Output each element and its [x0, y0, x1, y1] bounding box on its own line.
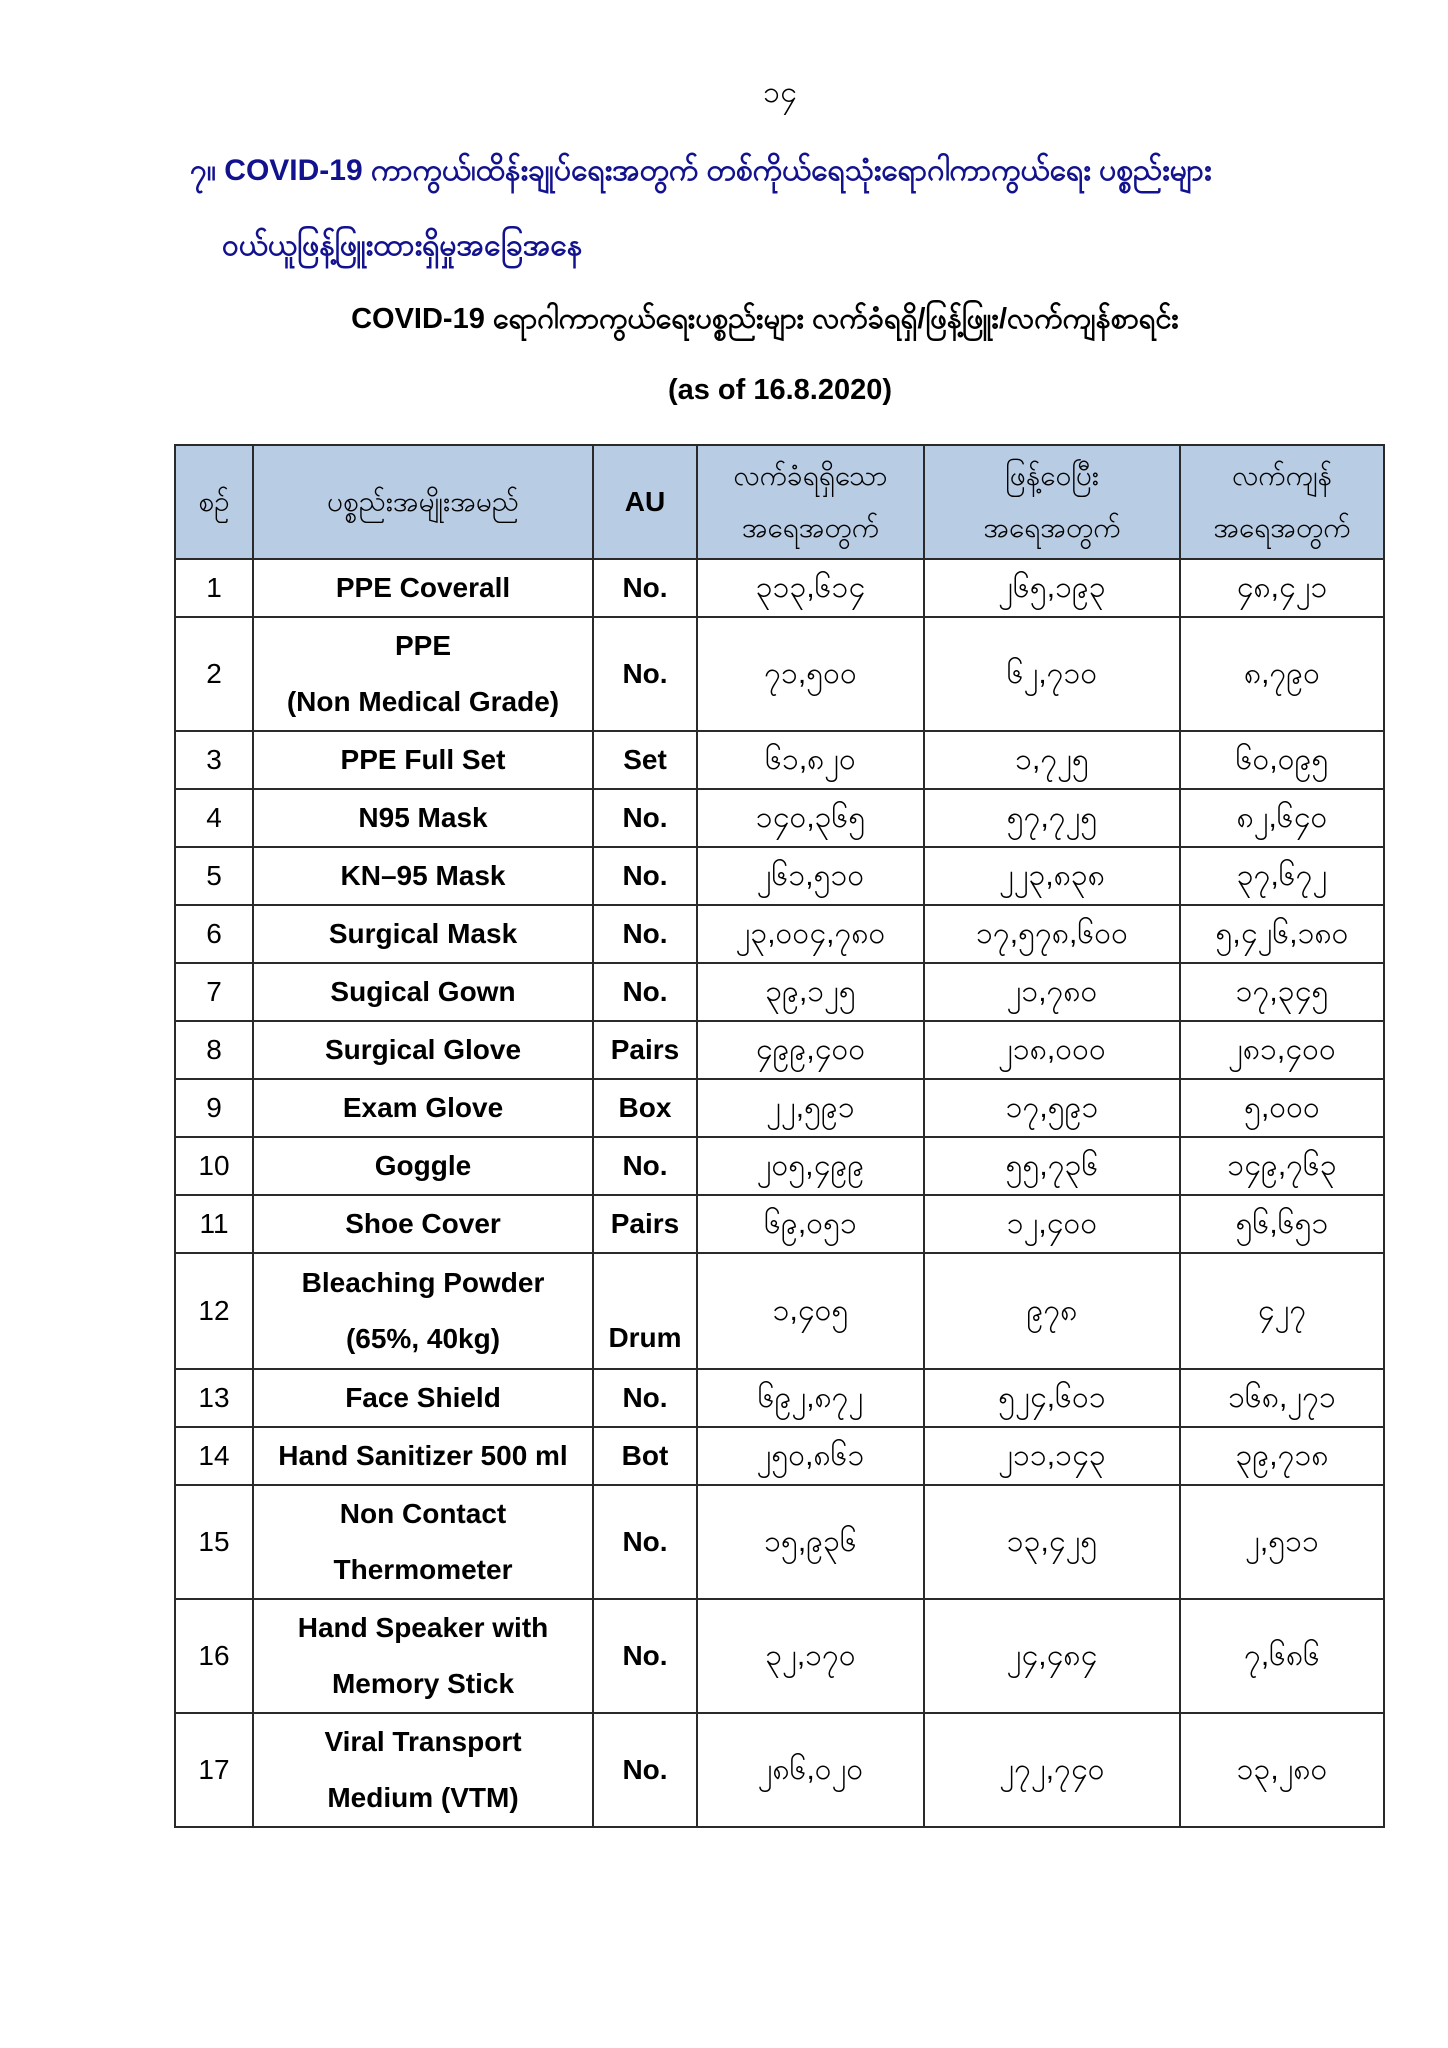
item-name-cell: Hand Sanitizer 500 ml	[253, 1427, 593, 1485]
serial-number-cell: 2	[175, 617, 253, 731]
balance-quantity-cell: ၅,၄၂၆,၁၈၀	[1180, 905, 1384, 963]
table-row	[175, 1599, 1384, 1713]
serial-number-cell: 8	[175, 1021, 253, 1079]
serial-number-cell: 11	[175, 1195, 253, 1253]
au-cell: Bot	[593, 1427, 697, 1485]
item-name-cell: Goggle	[253, 1137, 593, 1195]
table-row	[175, 847, 1384, 905]
item-name-cell: Face Shield	[253, 1369, 593, 1427]
balance-quantity-cell: ၂၈၁,၄၀၀	[1180, 1021, 1384, 1079]
au-cell: Pairs	[593, 1195, 697, 1253]
table-header-row	[175, 445, 1384, 559]
received-quantity-cell: ၃၂,၁၇၀	[697, 1599, 924, 1713]
header-balance: လက်ကျန် အရေအတွက်	[1180, 445, 1384, 559]
item-name-cell: N95 Mask	[253, 789, 593, 847]
serial-number-cell: 4	[175, 789, 253, 847]
table-row	[175, 559, 1384, 617]
balance-quantity-cell: ၁၄၉,၇၆၃	[1180, 1137, 1384, 1195]
item-name-cell: KN–95 Mask	[253, 847, 593, 905]
received-quantity-cell: ၄၉၉,၄၀၀	[697, 1021, 924, 1079]
header-serial: စဉ်	[175, 445, 253, 559]
au-cell: No.	[593, 1137, 697, 1195]
received-quantity-cell: ၂၅၀,၈၆၁	[697, 1427, 924, 1485]
distributed-quantity-cell: ၁၂,၄၀၀	[924, 1195, 1180, 1253]
received-quantity-cell: ၆၉,၀၅၁	[697, 1195, 924, 1253]
table-row	[175, 1253, 1384, 1369]
au-cell: No.	[593, 559, 697, 617]
au-cell: No.	[593, 905, 697, 963]
serial-number-cell: 5	[175, 847, 253, 905]
received-quantity-cell: ၂၃,၀၀၄,၇၈၀	[697, 905, 924, 963]
distributed-quantity-cell: ၆၂,၇၁၀	[924, 617, 1180, 731]
received-quantity-cell: ၁၄၀,၃၆၅	[697, 789, 924, 847]
header-distributed: ဖြန့်ဝေပြီး အရေအတွက်	[924, 445, 1180, 559]
serial-number-cell: 6	[175, 905, 253, 963]
table-row	[175, 1137, 1384, 1195]
distributed-quantity-cell: ၂၂၃,၈၃၈	[924, 847, 1180, 905]
au-cell: No.	[593, 617, 697, 731]
item-name-cell: Surgical Glove	[253, 1021, 593, 1079]
balance-quantity-cell: ၁၆၈,၂၇၁	[1180, 1369, 1384, 1427]
balance-quantity-cell: ၈,၇၉၀	[1180, 617, 1384, 731]
distributed-quantity-cell: ၅၇,၇၂၅	[924, 789, 1180, 847]
serial-number-cell: 12	[175, 1253, 253, 1369]
received-quantity-cell: ၁၅,၉၃၆	[697, 1485, 924, 1599]
item-name-cell: Hand Speaker with Memory Stick	[253, 1599, 593, 1713]
serial-number-cell: 7	[175, 963, 253, 1021]
table-row	[175, 1021, 1384, 1079]
table-row	[175, 1079, 1384, 1137]
au-cell: Box	[593, 1079, 697, 1137]
page-number: ၁၄	[763, 76, 797, 109]
item-name-cell: PPE Coverall	[253, 559, 593, 617]
table-row	[175, 1427, 1384, 1485]
balance-quantity-cell: ၇,၆၈၆	[1180, 1599, 1384, 1713]
distributed-quantity-cell: ၁၇,၅၇၈,၆၀၀	[924, 905, 1180, 963]
distributed-quantity-cell: ၁၇,၅၉၁	[924, 1079, 1180, 1137]
received-quantity-cell: ၂၀၅,၄၉၉	[697, 1137, 924, 1195]
item-name-cell: Shoe Cover	[253, 1195, 593, 1253]
balance-quantity-cell: ၄၂၇	[1180, 1253, 1384, 1369]
table-row	[175, 617, 1384, 731]
as-of-date: (as of 16.8.2020)	[667, 374, 893, 406]
serial-number-cell: 13	[175, 1369, 253, 1427]
item-name-cell: Sugical Gown	[253, 963, 593, 1021]
au-cell: Drum	[593, 1253, 697, 1369]
table-row	[175, 1369, 1384, 1427]
balance-quantity-cell: ၈၂,၆၄၀	[1180, 789, 1384, 847]
table-row	[175, 731, 1384, 789]
received-quantity-cell: ၆၉၂,၈၇၂	[697, 1369, 924, 1427]
serial-number-cell: 9	[175, 1079, 253, 1137]
received-quantity-cell: ၂၂,၅၉၁	[697, 1079, 924, 1137]
table-row	[175, 1485, 1384, 1599]
distributed-quantity-cell: ၅၅,၇၃၆	[924, 1137, 1180, 1195]
received-quantity-cell: ၂၆၁,၅၁၀	[697, 847, 924, 905]
serial-number-cell: 1	[175, 559, 253, 617]
section-heading-line-1: ၇။ COVID-19 ကာကွယ်၊ထိန်းချုပ်ရေးအတွက် တစ်ကိုယ်ရေသုံးရောဂါကာကွယ်ရေး ပစ္စည်းများ	[190, 154, 1212, 187]
serial-number-cell: 10	[175, 1137, 253, 1195]
table-row	[175, 1195, 1384, 1253]
au-cell: No.	[593, 789, 697, 847]
balance-quantity-cell: ၁၃,၂၈၀	[1180, 1713, 1384, 1827]
item-name-cell: Bleaching Powder (65%, 40kg)	[253, 1253, 593, 1369]
item-name-cell: Viral Transport Medium (VTM)	[253, 1713, 593, 1827]
balance-quantity-cell: ၁၇,၃၄၅	[1180, 963, 1384, 1021]
balance-quantity-cell: ၃၉,၇၁၈	[1180, 1427, 1384, 1485]
received-quantity-cell: ၃၁၃,၆၁၄	[697, 559, 924, 617]
au-cell: No.	[593, 1369, 697, 1427]
received-quantity-cell: ၁,၄၀၅	[697, 1253, 924, 1369]
serial-number-cell: 17	[175, 1713, 253, 1827]
received-quantity-cell: ၆၁,၈၂၀	[697, 731, 924, 789]
balance-quantity-cell: ၅,၀၀၀	[1180, 1079, 1384, 1137]
supplies-table	[174, 444, 1385, 1828]
section-heading-line-2: ဝယ်ယူဖြန့်ဖြူးထားရှိမှုအခြေအနေ	[222, 229, 583, 262]
item-name-cell: PPE Full Set	[253, 731, 593, 789]
table-row	[175, 905, 1384, 963]
au-cell: No.	[593, 963, 697, 1021]
item-name-cell: Exam Glove	[253, 1079, 593, 1137]
au-cell: Pairs	[593, 1021, 697, 1079]
table-row	[175, 1713, 1384, 1827]
balance-quantity-cell: ၄၈,၄၂၁	[1180, 559, 1384, 617]
serial-number-cell: 15	[175, 1485, 253, 1599]
serial-number-cell: 14	[175, 1427, 253, 1485]
distributed-quantity-cell: ၂၆၅,၁၉၃	[924, 559, 1180, 617]
distributed-quantity-cell: ၉၇၈	[924, 1253, 1180, 1369]
received-quantity-cell: ၂၈၆,၀၂၀	[697, 1713, 924, 1827]
distributed-quantity-cell: ၁,၇၂၅	[924, 731, 1180, 789]
distributed-quantity-cell: ၂၇၂,၇၄၀	[924, 1713, 1180, 1827]
au-cell: Set	[593, 731, 697, 789]
table-title: COVID-19 ရောဂါကာကွယ်ရေးပစ္စည်းများ လက်ခံရရှိ/ဖြန့်ဖြူး/လက်ကျန်စာရင်း	[351, 303, 1179, 335]
received-quantity-cell: ၇၁,၅၀၀	[697, 617, 924, 731]
serial-number-cell: 16	[175, 1599, 253, 1713]
au-cell: No.	[593, 847, 697, 905]
distributed-quantity-cell: ၂၁၈,၀၀၀	[924, 1021, 1180, 1079]
header-item-name: ပစ္စည်းအမျိုးအမည်	[253, 445, 593, 559]
au-cell: No.	[593, 1485, 697, 1599]
header-au: AU	[593, 445, 697, 559]
balance-quantity-cell: ၅၆,၆၅၁	[1180, 1195, 1384, 1253]
distributed-quantity-cell: ၂၁,၇၈၀	[924, 963, 1180, 1021]
distributed-quantity-cell: ၂၁၁,၁၄၃	[924, 1427, 1180, 1485]
distributed-quantity-cell: ၂၄,၄၈၄	[924, 1599, 1180, 1713]
distributed-quantity-cell: ၅၂၄,၆၀၁	[924, 1369, 1180, 1427]
table-row	[175, 789, 1384, 847]
table-row	[175, 963, 1384, 1021]
balance-quantity-cell: ၃၇,၆၇၂	[1180, 847, 1384, 905]
received-quantity-cell: ၃၉,၁၂၅	[697, 963, 924, 1021]
serial-number-cell: 3	[175, 731, 253, 789]
balance-quantity-cell: ၆၀,၀၉၅	[1180, 731, 1384, 789]
distributed-quantity-cell: ၁၃,၄၂၅	[924, 1485, 1180, 1599]
item-name-cell: Non Contact Thermometer	[253, 1485, 593, 1599]
balance-quantity-cell: ၂,၅၁၁	[1180, 1485, 1384, 1599]
au-cell: No.	[593, 1713, 697, 1827]
header-received: လက်ခံရရှိသော အရေအတွက်	[697, 445, 924, 559]
au-cell: No.	[593, 1599, 697, 1713]
item-name-cell: Surgical Mask	[253, 905, 593, 963]
item-name-cell: PPE (Non Medical Grade)	[253, 617, 593, 731]
